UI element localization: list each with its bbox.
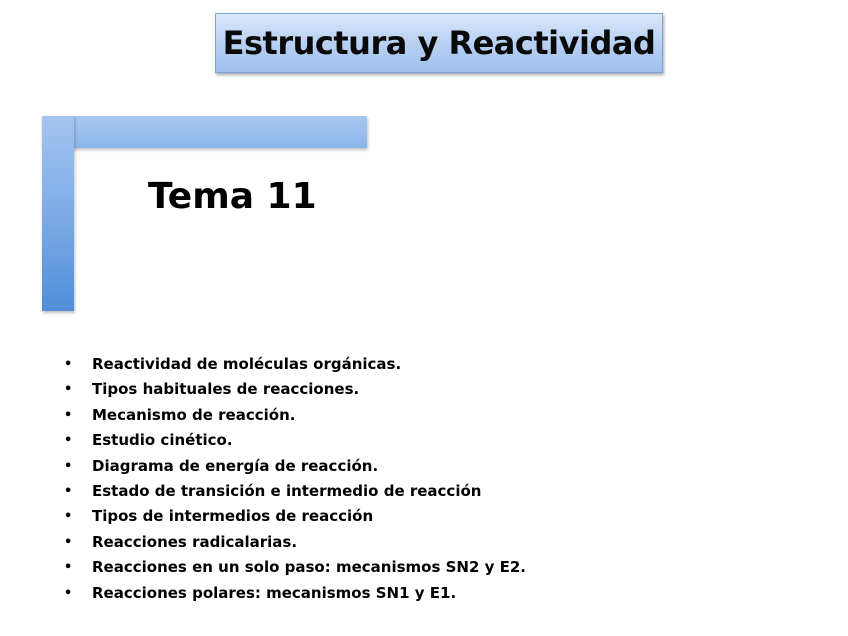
topic-text: Estudio cinético. — [92, 431, 233, 450]
bullet-icon: • — [64, 534, 73, 550]
bullet-icon: • — [64, 357, 73, 372]
topic-item — [60, 403, 526, 428]
decorative-frame-top-bar — [42, 116, 367, 148]
topic-text: Reacciones en un solo paso: mecanismos SN2 y E2. — [92, 558, 526, 577]
bullet-icon: • — [64, 560, 73, 576]
topic-text: Estado de transición e intermedio de reacción — [92, 481, 482, 500]
topic-item — [60, 377, 526, 402]
slide-title-box — [215, 13, 663, 73]
topic-item — [60, 479, 526, 504]
topic-item — [60, 454, 526, 479]
slide-subtitle: Tema 11 — [148, 176, 317, 217]
topic-item — [60, 555, 526, 580]
topic-text: Diagrama de energía de reacción. — [92, 456, 379, 475]
decorative-frame-left-bar — [42, 116, 74, 311]
topic-text: Mecanismo de reacción. — [92, 405, 296, 424]
topic-item — [60, 530, 526, 555]
topic-text: Tipos de intermedios de reacción — [92, 507, 374, 526]
topic-text: Reacciones radicalarias. — [92, 532, 298, 551]
bullet-icon: • — [64, 509, 73, 525]
topic-item — [60, 428, 526, 453]
topic-item — [60, 352, 526, 377]
topic-text: Reacciones polares: mecanismos SN1 y E1. — [92, 583, 457, 602]
topic-list — [60, 352, 526, 606]
bullet-icon: • — [64, 585, 73, 601]
bullet-icon: • — [64, 407, 73, 423]
bullet-icon: • — [64, 382, 73, 398]
bullet-icon: • — [64, 433, 73, 449]
topic-item — [60, 504, 526, 529]
topic-text: Reactividad de moléculas orgánicas. — [92, 355, 402, 373]
topic-text: Tipos habituales de reacciones. — [92, 380, 360, 399]
bullet-icon: • — [64, 483, 73, 499]
slide-title: Estructura y Reactividad — [222, 24, 656, 62]
bullet-icon: • — [64, 458, 73, 474]
topic-item — [60, 581, 526, 606]
